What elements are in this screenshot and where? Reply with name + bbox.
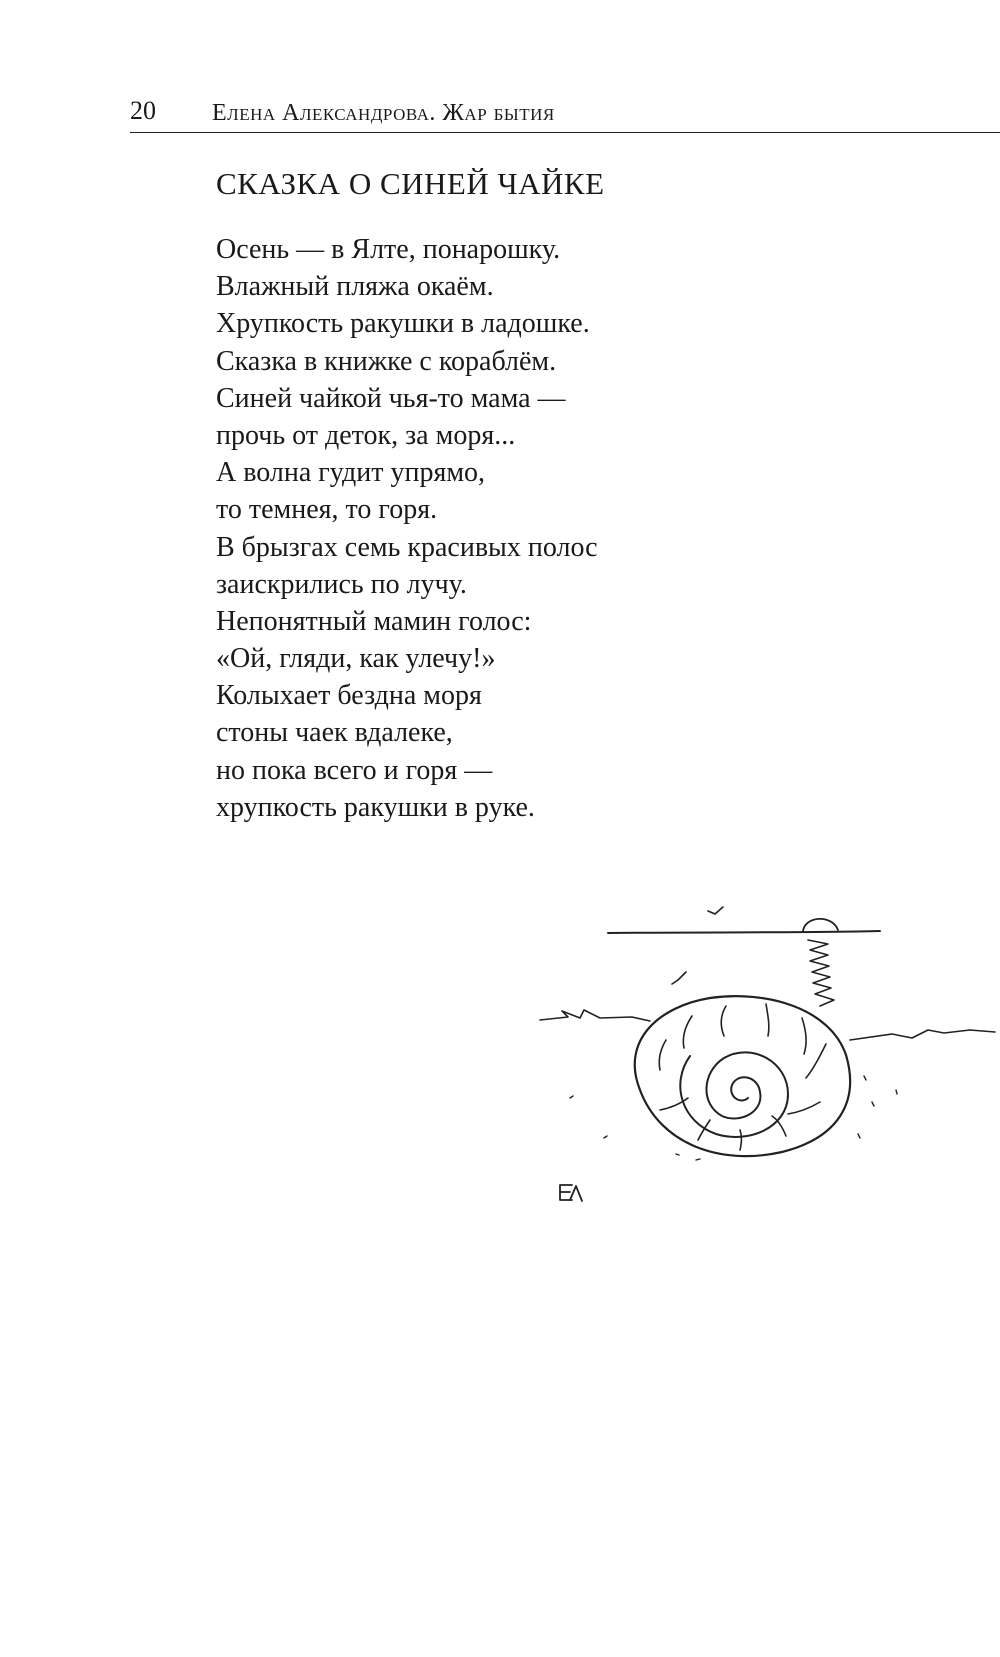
poem-line: прочь от деток, за моря... — [216, 419, 516, 451]
poem-line: Хрупкость ракушки в ладошке. — [216, 308, 590, 340]
sand-speck — [696, 1159, 700, 1160]
poem-line: но пока всего и горя — — [216, 754, 493, 786]
poem-line: Непонятный мамин голос: — [216, 605, 532, 637]
shell-rib — [806, 1044, 826, 1078]
poem-line: стоны чаек вдалеке, — [216, 717, 453, 749]
sand-speck — [570, 1096, 573, 1098]
poem-line: Колыхает бездна моря — [216, 680, 482, 712]
sand-speck — [864, 1076, 866, 1080]
horizon-line — [608, 931, 880, 933]
sand-speck — [872, 1102, 874, 1106]
sand-speck — [896, 1090, 897, 1094]
running-head — [130, 92, 1000, 133]
shell-rib — [659, 1040, 666, 1070]
poem-title: СКАЗКА О СИНЕЙ ЧАЙКЕ — [216, 166, 605, 201]
poem-line: Влажный пляжа окаём. — [216, 271, 494, 303]
shell-rib — [788, 1102, 820, 1114]
poem-line: Синей чайкой чья-то мама — — [216, 382, 566, 414]
shell-rib — [766, 1004, 769, 1036]
bird-icon — [708, 907, 723, 914]
shoreline-left — [540, 1010, 650, 1021]
shell-rib — [802, 1018, 806, 1054]
poem-body — [216, 231, 598, 826]
page-number: 20 — [130, 96, 156, 125]
poem-line: Осень — в Ялте, понарошку. — [216, 234, 561, 265]
sand-speck — [858, 1134, 860, 1138]
poem-line: то темнея, то горя. — [216, 494, 438, 526]
sand-speck — [604, 1136, 607, 1138]
poem-line: «Ой, гляди, как улечу!» — [216, 643, 496, 675]
poem-line: хрупкость ракушки в руке. — [216, 791, 535, 823]
shell-rib — [721, 1006, 726, 1036]
poem-line: В брызгах семь красивых полос — [216, 531, 598, 563]
sun-reflection-icon — [808, 940, 834, 1006]
artist-signature — [560, 1185, 582, 1201]
shoreline-right — [850, 1030, 995, 1040]
sun-icon — [803, 919, 838, 931]
sand-speck — [676, 1154, 679, 1155]
poem-line: А волна гудит упрямо, — [216, 457, 486, 489]
shell-spiral — [680, 1052, 788, 1137]
seashell-sketch — [520, 880, 1000, 1260]
shell-rib — [683, 1016, 692, 1048]
bird-icon — [672, 972, 686, 984]
running-title: Елена Александрова. Жар бытия — [212, 100, 555, 126]
poem-line: Сказка в книжке с кораблём. — [216, 345, 557, 377]
seashell-icon — [635, 996, 850, 1156]
poem-line: заискрились по лучу. — [216, 568, 467, 600]
shell-rib — [740, 1130, 742, 1150]
